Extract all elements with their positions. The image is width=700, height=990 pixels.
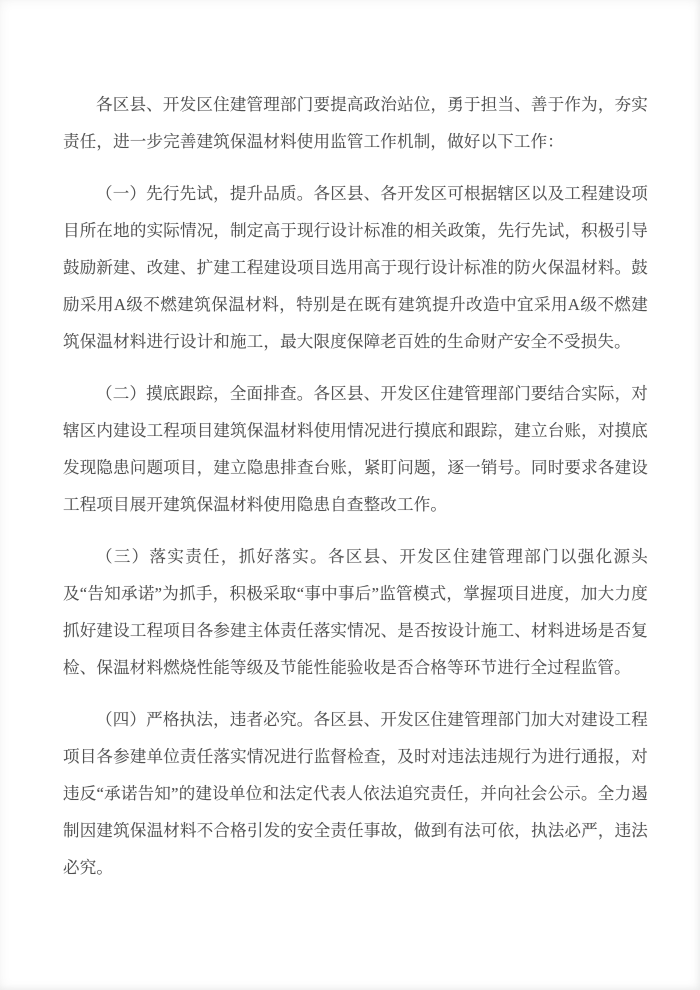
item-4-paragraph: （四）严格执法，违者必究。各区县、开发区住建管理部门加大对建设工程项目各参建单位责任落实情况进行监督检查，及时对违法违规行为进行通报，对违反“承诺告知”的建设单位和法定代表人依法追究责任，并向社会公示。全力遏制因建筑保温材料不合格引发的安全责任事故，做到有法可依，执法必严，违法必究。: [63, 710, 648, 877]
intro-paragraph: 各区县、开发区住建管理部门要提高政治站位，勇于担当、善于作为，夯实责任，进一步完善建筑保温材料使用监管工作机制，做好以下工作：: [63, 95, 648, 151]
item-3-paragraph: （三）落实责任，抓好落实。各区县、开发区住建管理部门以强化源头及“告知承诺”为抓手，积极采取“事中事后”监管模式，掌握项目进度，加大力度抓好建设工程项目各参建主体责任落实情况、是否按设计施工、材料进场是否复检、保温材料燃烧性能等级及节能性能验收是否合格等环节进行全过程监管。: [63, 547, 648, 677]
item-2-paragraph: （二）摸底跟踪，全面排查。各区县、开发区住建管理部门要结合实际，对辖区内建设工程项目建筑保温材料使用情况进行摸底和跟踪，建立台账，对摸底发现隐患问题项目，建立隐患排查台账，紧盯问题，逐一销号。同时要求各建设工程项目展开建筑保温材料使用隐患自查整改工作。: [63, 384, 648, 514]
item-1-paragraph: （一）先行先试，提升品质。各区县、各开发区可根据辖区以及工程建设项目所在地的实际情况，制定高于现行设计标准的相关政策，先行先试，积极引导鼓励新建、改建、扩建工程建设项目选用高于现行设计标准的防火保温材料。鼓励采用A级不燃建筑保温材料，特别是在既有建筑提升改造中宜采用A级不燃建筑保温材料进行设计和施工，最大限度保障老百姓的生命财产安全不受损失。: [63, 184, 648, 351]
document-body: [63, 86, 648, 886]
